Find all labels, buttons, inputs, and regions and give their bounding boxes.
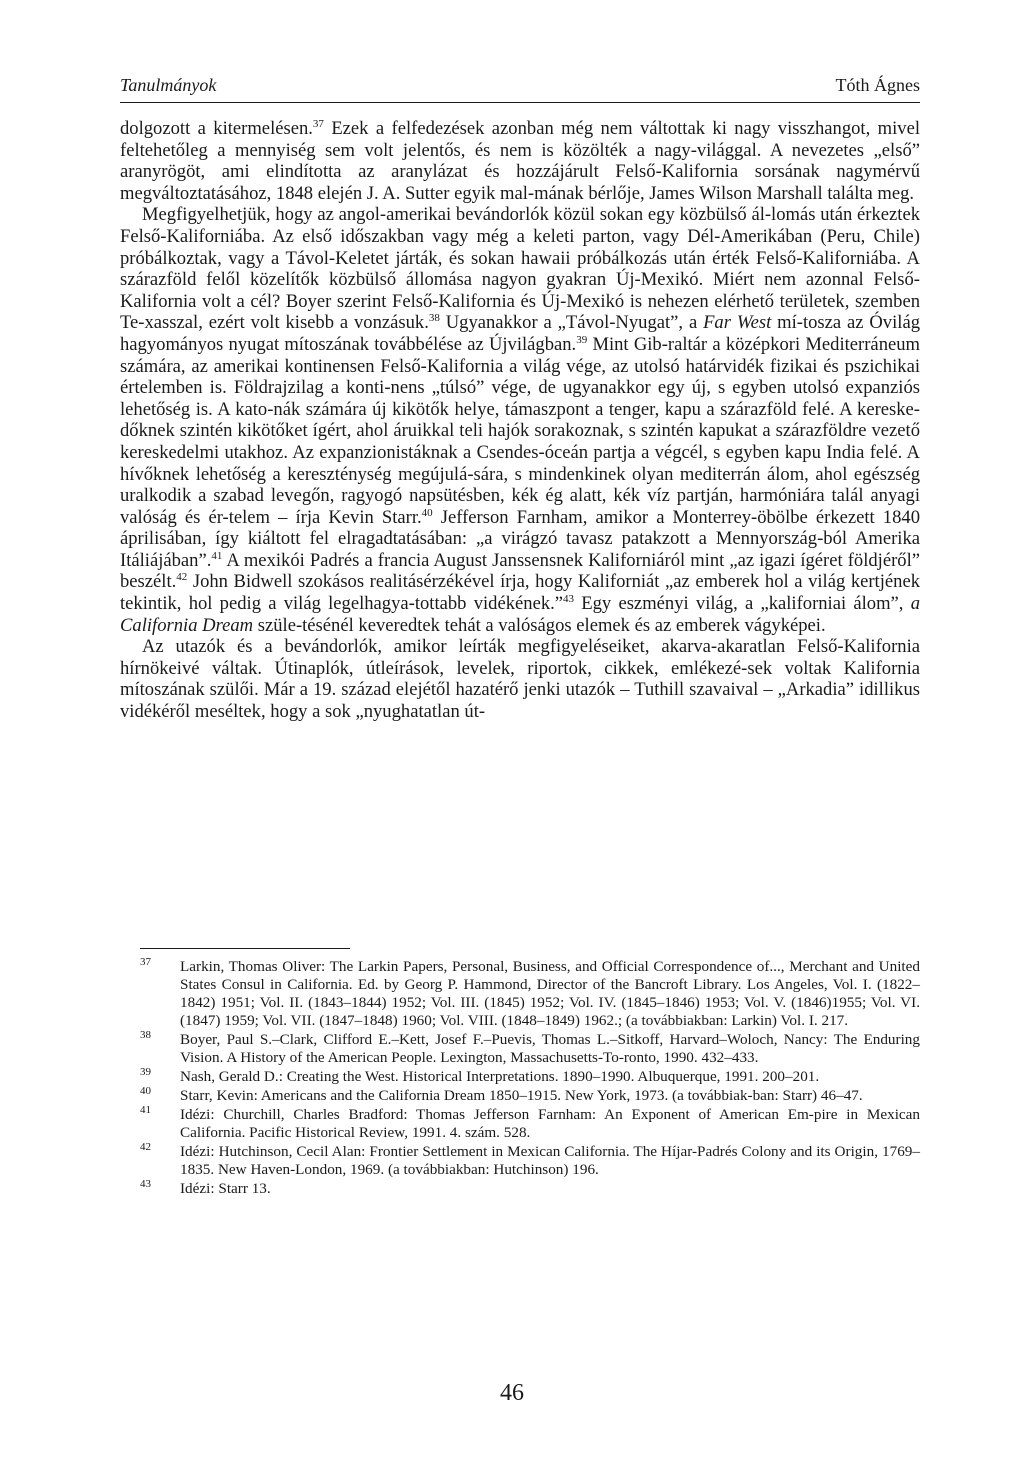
footnote-number: 42	[140, 1141, 151, 1153]
footnote-ref-37[interactable]: 37	[312, 117, 324, 130]
text-run: mí-tosza az Óvilág hagyományos nyugat mítoszának továbbélése az Újvilágban.	[120, 312, 920, 355]
section-title: Tanulmányok	[120, 75, 217, 95]
paragraph-1	[120, 118, 920, 204]
footnote-ref-43[interactable]: 43	[563, 592, 575, 605]
paragraph-2	[120, 204, 920, 636]
footnote-text: Idézi: Hutchinson, Cecil Alan: Frontier Settlement in Mexican California. The Híjar-Padrés Colony and its Origin, 1769–1835. New Haven-London, 1969. (a továbbiakban: Hutchinson) 196.	[180, 1143, 920, 1178]
footnote-37	[140, 958, 920, 1030]
footnote-text: Starr, Kevin: Americans and the California Dream 1850–1915. New York, 1973. (a továbbiak-ban: Starr) 46–47.	[180, 1087, 863, 1104]
footnote-text: Idézi: Churchill, Charles Bradford: Thomas Jefferson Farnham: An Exponent of American Em-pire in Mexican California. Pacific Historical Review, 1991. 4. szám. 528.	[180, 1106, 920, 1141]
footnote-text: Boyer, Paul S.–Clark, Clifford E.–Kett, Josef F.–Puevis, Thomas L.–Sitkoff, Harvard–Woloch, Nancy: The Enduring Vision. A History of the American People. Lexington, Massachusetts-To-ronto, 1990. 432–433.	[180, 1031, 920, 1066]
footnote-number: 40	[140, 1085, 151, 1097]
footnote-text: Idézi: Starr 13.	[180, 1180, 271, 1197]
text-run: Egy eszményi világ, a „kaliforniai álom”,	[574, 593, 911, 615]
italic-term: a California Dream	[120, 593, 920, 636]
footnote-number: 38	[140, 1029, 151, 1041]
footnote-41	[140, 1106, 920, 1142]
footnote-ref-40[interactable]: 40	[421, 506, 433, 519]
footnote-number: 37	[140, 956, 151, 968]
text-run: Az utazók és a bevándorlók, amikor leírták megfigyeléseiket, akarva-akaratlan Felső-Kalifornia hírnökeivé váltak. Útinaplók, útleírások, levelek, riportok, cikkek, emlékezé-sek voltak Kalifornia mítoszának szülői. Már a 19. század elejétől hazatérő jenki utazók – Tuthill szavaival – „Arkadia” idillikus vidékéről meséltek, hogy a sok „nyughatatlan út-	[120, 636, 920, 723]
footnote-number: 41	[140, 1104, 151, 1116]
footnote-40	[140, 1087, 920, 1105]
footnote-42	[140, 1143, 920, 1179]
footnote-ref-41[interactable]: 41	[211, 549, 223, 562]
italic-term: Far West	[703, 312, 772, 334]
text-run: dolgozott a kitermelésen.	[120, 118, 313, 139]
text-run: A mexikói Padrés a francia August Janssensnek Kaliforniáról mint „az igazi ígéret földjéről” beszélt.	[120, 549, 920, 593]
text-run: Jefferson Farnham, amikor a Monterrey-öbölbe érkezett 1840 áprilisában, így kiáltott fel elragadtatásában: „a virágzó tavasz patakzott a Mennyország-ból Amerika Itáliájában”.	[120, 506, 920, 571]
text-run: Megfigyelhetjük, hogy az angol-amerikai bevándorlók közül sokan egy közbülső ál-lomás után érkeztek Felső-Kaliforniába. Az első időszakban vagy még a keleti parton, vagy Dél-Amerikában (Peru, Chile) próbálkoztak, vagy a Távol-Keletet járták, és sokan hawaii próbálkozás után érték Felső-Kaliforniába. A szárazföld felől közelítők közbülső állomása nagyon gyakran Új-Mexikó. Miért nem azonnal Felső-Kalifornia volt a cél? Boyer szerint Felső-Kalifornia és Új-Mexikó is nehezen elérhető területek, szemben Te-xasszal, ezért volt kisebb a vonzásuk.	[120, 204, 920, 334]
text-run: John Bidwell szokásos realitásérzékével írja, hogy Kaliforniát „az emberek hol a világ kertjének tekintik, hol pedig a világ legelhagya-tottabb vidékének.”	[120, 571, 920, 615]
footnote-text: Larkin, Thomas Oliver: The Larkin Papers, Personal, Business, and Official Correspondence of..., Merchant and United States Consul in California. Ed. by Georg P. Hammond, Director of the Bancroft Library. Los Angeles, Vol. I. (1822–1842) 1951; Vol. II. (1843–1844) 1952; Vol. III. (1845) 1952; Vol. IV. (1845–1846) 1953; Vol. V. (1846)1955; Vol. VI. (1847) 1959; Vol. VII. (1847–1848) 1960; Vol. VIII. (1848–1849) 1962.; (a továbbiakban: Larkin) Vol. I. 217.	[180, 958, 920, 1029]
text-run: Ugyanakkor a „Távol-Nyugat”, a	[439, 312, 704, 334]
text-run: Ezek a felfedezések azonban még nem váltottak ki nagy visszhangot, mivel feltehetőleg a mennyiség sem volt jelentős, és nem is közölték a nagy-világgal. A nevezetes „első” aranyrögöt, ami elindította az aranylázat és hozzájárult Felső-Kalifornia sorsának nagymérvű megváltoztatásához, 1848 elején J. A. Sutter egyik mal-mának bérlője, James Wilson Marshall találta meg.	[120, 118, 920, 204]
footnote-separator	[140, 948, 350, 949]
header-rule	[120, 102, 920, 103]
footnote-ref-42[interactable]: 42	[176, 571, 188, 584]
footnote-text: Nash, Gerald D.: Creating the West. Historical Interpretations. 1890–1990. Albuquerque, 1991. 200–201.	[180, 1068, 820, 1085]
paragraph-3	[120, 636, 920, 722]
footnote-38	[140, 1031, 920, 1067]
footnote-ref-38[interactable]: 38	[428, 312, 440, 325]
text-run: szüle-tésénél keveredtek tehát a valóságos elemek és az emberek vágyképei.	[253, 614, 826, 636]
author-name: Tóth Ágnes	[835, 75, 920, 95]
page-number: 46	[500, 1380, 524, 1406]
footnote-43	[140, 1180, 920, 1198]
footnote-number: 43	[140, 1178, 151, 1190]
body-text	[120, 118, 920, 723]
footnotes	[140, 958, 920, 1199]
footnote-ref-39[interactable]: 39	[576, 333, 588, 346]
text-run: Mint Gib-raltár a középkori Mediterráneum számára, az amerikai kontinensen Felső-Kalifornia a világ vége, az utolsó határvidék fizikai és pszichikai értelemben is. Földrajzilag a konti-nens „túlsó” vége, de ugyanakkor egy új, s egyben utolsó expanziós lehetőség is. A kato-nák számára új kikötők helye, támaszpont a tenger, kapu a szárazföld felé. A kereske-dőknek szintén kikötőket ígért, ahol áruikkal teli hajók sorakoznak, s szintén kapukat a szárazföldre vezető kereskedelmi utakhoz. Az expanzionistáknak a Csendes-óceán partja a végcél, s egyben kapu India felé. A hívőknek lehetőség a kereszténység megújulá-sára, s mindenkinek olyan mediterrán álom, ahol egészség uralkodik a szabad levegőn, ragyogó napsütésben, kék ég alatt, kék víz partján, harmóniára talál anyagi valóság és ér-telem – írja Kevin Starr.	[120, 333, 920, 528]
footnote-number: 39	[140, 1066, 151, 1078]
footnote-39	[140, 1068, 920, 1086]
